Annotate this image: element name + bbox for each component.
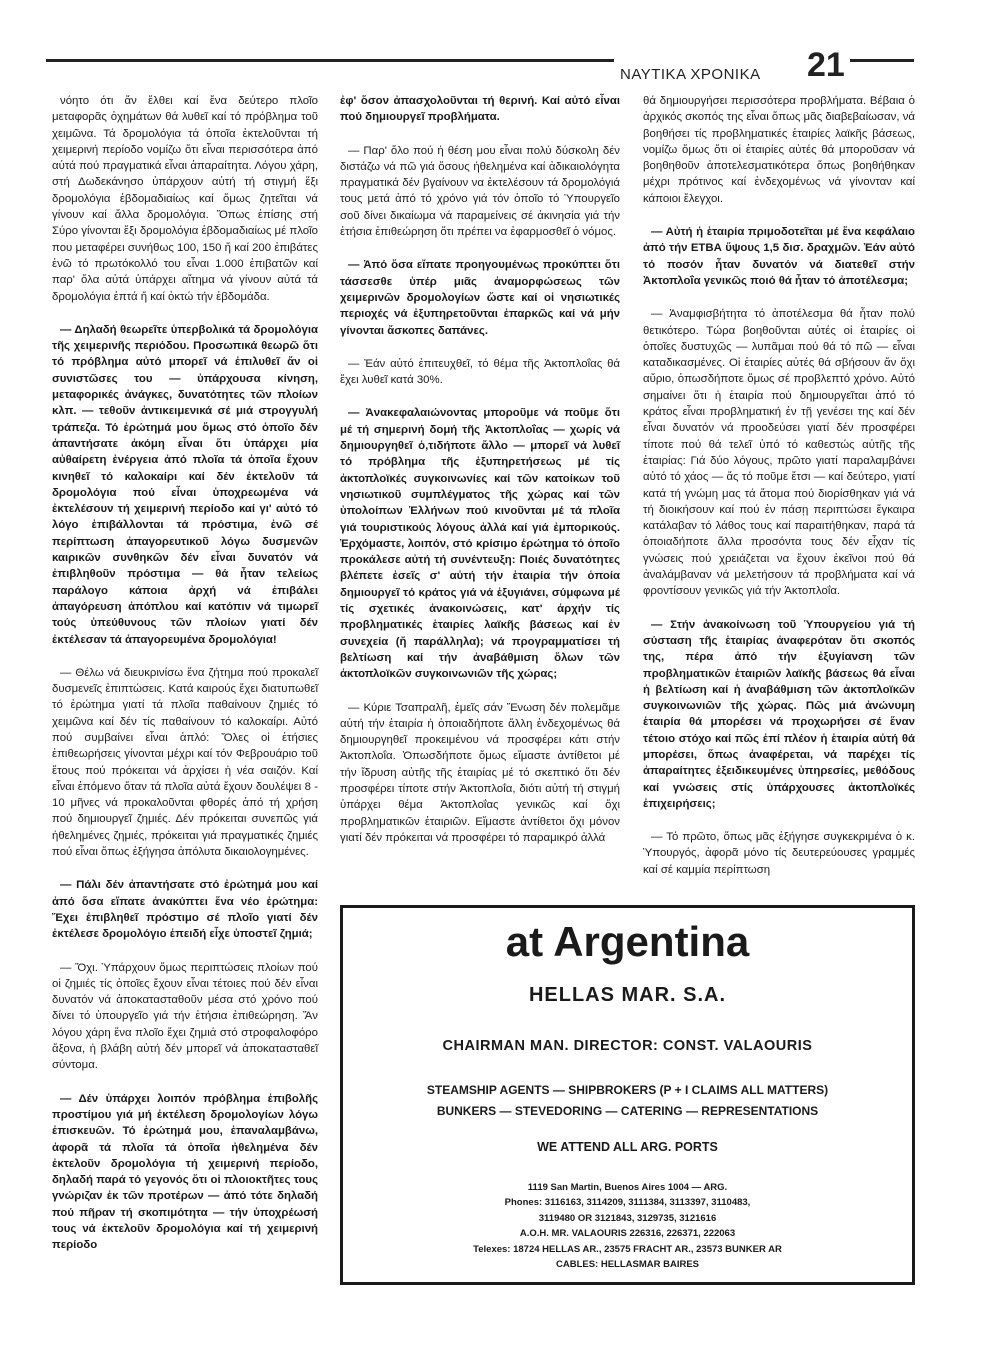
- text-column-3: [643, 93, 915, 895]
- ad-contact-cables: CABLES: HELLASMAR BAIRES: [555, 1259, 700, 1271]
- interview-question: — Αὐτή ἡ ἑταιρία πριμοδοτεῖται μέ ἕνα κεφάλαιο ἀπό τήν ΕΤΒΑ ὕψους 1,5 δισ. δραχμῶν. Ἐάν αὐτό τό ποσόν ἦταν δυνατόν νά διατεθεῖ στήν Ἀκτοπλοΐα γενικῶς ποιό θά ἦταν τό ἀποτέλεσμα;: [643, 226, 915, 287]
- ad-contact-phones-2: 3119480 OR 3121843, 3129735, 3121616: [538, 1212, 717, 1224]
- interview-question: — Πάλι δέν ἀπαντήσατε στό ἐρώτημά μου καί ἀπό ὅσα εἴπατε ἀνακύπτει ἕνα νέο ἐρώτημα: Ἔχει ἐπιβληθεῖ πρόστιμο σέ πλοῖο γιατί δέν ἐκτέλεσε δρομολόγιο ἐπειδή εἶχε ὑποστεῖ ζημιά;: [52, 879, 318, 941]
- interview-answer: — Ὄχι. Ὑπάρχουν ὅμως περιπτώσεις πλοίων πού οἱ ζημιές τίς ὁποῖες ἔχουν εἶναι τέτοιες πού δέν εἶναι δυνατόν νά ἀποκατασταθοῦν μέσα στό χρόνο πού δίνει τό ὑπουργεῖο γιά τήν ἐτήσια ἐπιθεώρηση. Ἄν λόγου χάρη ἕνα πλοῖο ἔχει ζημιά στό στροφαλοφόρο ἄξονα, ἡ βλάβη αὐτή δέν μπορεῖ νά ἀποκατασταθεῖ σύντομα.: [52, 961, 318, 1072]
- ad-services-line-1: STEAMSHIP AGENTS — SHIPBROKERS (P + I CLAIMS ALL MATTERS): [426, 1083, 829, 1097]
- text-column-1: [52, 93, 318, 1271]
- interview-question: — Ἀπό ὅσα εἴπατε προηγουμένως προκύπτει ὅτι τάσσεσθε ὑπέρ μιᾶς ἀναμορφώσεως τῶν χειμερινῶν δρομολογίων ὥστε καί οἱ νησιωτικές περιοχές νά ἐξυπηρετοῦνται ἐπαρκῶς καί νά μήν γίνονται ἄσκοπες δαπάνες.: [340, 259, 620, 337]
- interview-answer: θά δημιουργήσει περισσότερα προβλήματα. Βέβαια ὁ ἀρχικός σκοπός της εἶναι ὅπως μᾶς διαβεβαίωσαν, νά βοηθήσει τίς προβληματικές ἑταιρίες λαϊκῆς βάσεως, νομίζω ὅμως ὅτι οἱ ἑταιρίες αὐτές θά μποροῦσαν νά βοηθηθοῦν ἀποτελεσματικότερα ὅπως βοηθήθηκαν μέχρι πρότινος καί ἐνδεχομένως νά γίνονταν καί κάποιοι ἔλεγχοι.: [643, 95, 915, 205]
- ad-attend-ports: WE ATTEND ALL ARG. PORTS: [537, 1140, 718, 1154]
- ad-headline: at Argentina: [505, 918, 750, 965]
- interview-answer: — Τό πρῶτο, ὅπως μᾶς ἐξήγησε συγκεκριμένα ὁ κ. Ὑπουργός, ἀφορᾶ μόνο τίς δευτερεύουσες γραμμές καί σέ καμμία περίπτωση: [643, 831, 915, 876]
- ad-contact-telexes: Telexes: 18724 HELLAS AR., 23575 FRACHT AR., 23573 BUNKER AR: [473, 1243, 782, 1255]
- ad-contact-aoh: A.O.H. MR. VALAOURIS 226316, 226371, 222063: [519, 1228, 736, 1240]
- ad-chairman: CHAIRMAN MAN. DIRECTOR: CONST. VALAOURIS: [442, 1038, 813, 1054]
- ad-company-name: HELLAS MAR. S.A.: [528, 984, 727, 1006]
- magazine-title: ΝΑΥΤΙΚΑ ΧΡΟΝΙΚΑ: [620, 66, 761, 83]
- interview-answer: — Κύριε Τσαπραλῆ, ἐμεῖς σάν Ἔνωση δέν πολεμᾶμε αὐτή τήν ἑταιρία ἡ ὁποιαδήποτε ἄλλη ἐνδεχομένως θά δημιουργηθεῖ προκειμένου νά προσφέρει κάτι στήν Ἀκτοπλοΐα. Ὁπωσδήποτε ὅμως εἴμαστε ἀντίθετοι μέ τήν ἵδρυση αὐτῆς τῆς ἑταιρίας μέ τό σκεπτικό ὅτι δέν προσφέρει τίποτε στήν Ἀκτοπλοΐα, διότι αὐτή τή στιγμή ὑπάρχει θέμα Ἀκτοπλοΐας γενικῶς καί ὄχι προβληματικῶν ἑταιριῶν. Εἴμαστε ἀντίθετοι ὄχι μόνον γιατί δέν πρόκειται νά προσφέρει τό παραμικρό ἀλλά: [340, 701, 620, 844]
- ad-services-line-2: BUNKERS — STEVEDORING — CATERING — REPRESENTATIONS: [436, 1104, 819, 1118]
- text-column-2: [340, 93, 620, 863]
- interview-question: — Δέν ὑπάρχει λοιπόν πρόβλημα ἐπιβολῆς προστίμου γιά μή ἐκτέλεση δρομολογίων λόγω ἐπισκευῶν. Τό ἐρώτημά μου, ἐπαναλαμβάνω, ἀφορᾶ τά πλοῖα τά ὁποῖα ἠθελημένα δέν ἐκτελοῦν δρομολόγια τή χειμερινή περίοδο, δηλαδή παρά τό γεγονός ὅτι οἱ πλοιοκτῆτες τους γνώριζαν ἐκ τῶν προτέρων — ἀπό τότε δηλαδή πού πῆραν τή σκοπιμότητα — τήν ὑποχρέωσή τους νά ἐκτελοῦν δρομολόγια καί τή χειμερινή περίοδο: [52, 1092, 318, 1252]
- header-rule-right: [850, 59, 914, 62]
- ad-contact-block: [343, 1180, 912, 1272]
- ad-contact-phones-1: Phones: 3116163, 3114209, 3111384, 3113397, 3110483,: [504, 1197, 751, 1209]
- interview-answer: — Ἀναμφισβήτητα τό ἀποτέλεσμα θά ἦταν πολύ θετικότερο. Τώρα βοηθοῦνται αὐτές οἱ ἑταιρίες οἱ ὁποῖες δυστυχῶς — λυπᾶμαι πού θά τό πῶ — εἶναι καταδικασμένες. Οἱ ἑταιρίες αὐτές θά σβήσουν ἄν ὄχι αὔριο, ὁπωσδήποτε ὅμως σέ προβλεπτό χρόνο. Αὐτό σημαίνει ὅτι ἡ ἑταιρία πού δημιουργεῖται ἀπό τό κράτος εἶναι προβληματική ἐν τῇ γενέσει της καί δέν εἶναι δυνατόν νά προοδεύσει γιατί δέν προσφέρει τίποτε πού θά τελεῖ ὑπό τό καθεστώς αὐτῆς τῆς ἑταιρίας: Γιά δύο λόγους, πρῶτο γιατί παραλαμβάνει αὐτό τό χάος — ἄς τό ποῦμε ἔτσι — καί δεύτερο, γιατί κατά τή γνώμη μας τά ἄτομα πού διορίσθηκαν γιά νά τή διοικήσουν καί πού ἐν πάσῃ περιπτώσει ἔγκαιρα κατάλαβαν τό λάθος τους καί παραιτήθηκαν, παρά τά ὁποιαδήποτε ἄλλα προσόντα τους δέν εἶχαν τίς γνώσεις πού χρειάζεται να ἔχουν ἐκεῖνοι πού θά ἀναλάμβαναν νά μελετήσουν τά προβλήματα καί νά φροντίσουν γενικῶς γιά τήν Ἀκτοπλοΐα.: [643, 308, 915, 598]
- page-number: 21: [807, 46, 845, 84]
- interview-question: — Ἀνακεφαλαιώνοντας μποροῦμε νά ποῦμε ὅτι μέ τή σημερινή δομή τῆς Ἀκτοπλοΐας — χωρίς νά δημιουργηθεῖ ὁ,τιδήποτε ἄλλο — μπορεῖ νά λυθεῖ τό πρόβλημα τῆς ἐξυπηρετήσεως μέ τίς ἀκτοπλοϊκές συγκοινωνίες καί τῶν κατοίκων τοῦ νησιωτικοῦ συμπλέγματος τῆς χώρας καί τῶν ὑπολοίπων Ἑλλήνων πού κινοῦνται μέ τά πλοῖα γιά τουριστικούς λόγους ἀλλά καί γιά ἐμπορικούς. Ἐρχόμαστε, λοιπόν, στό κρίσιμο ἐρώτημα τό ὁποῖο προκάλεσε αὐτή τή συνέντευξη: Ποιές δυνατότητες βλέπετε ἐσεῖς σ' αὐτή τήν ἑταιρία τήν ὁποία δημιουργεῖ τό κράτος γιά νά ἐξυγιάνει, σύμφωνα μέ τίς σχετικές ἀνακοινώσεις, κατ' ἀρχήν τίς προβληματικές ἑταιρίες λαϊκῆς βάσεως καί ἐν συνεχεία (ἤ παράλληλα); νά προγραμματίσει τή βελτίωση καί τήν ἀναβάθμιση ὅλων τῶν ἀκτοπλοϊκῶν συγκοινωνιῶν τῆς χώρας;: [340, 407, 620, 681]
- interview-question: — Στήν ἀνακοίνωση τοῦ Ὑπουργείου γιά τή σύσταση τῆς ἑταιρίας ἀναφερόταν ὅτι σκοπός της, πέρα ἀπό τήν ἐξυγίανση τῶν προβληματικῶν ἑταιριῶν λαϊκῆς βάσεως θά εἶναι ἡ βελτίωση καί ἡ ἀναβάθμιση τῶν ἀκτοπλοϊκῶν συγκοινωνιῶν τῆς χώρας. Πῶς μιά ἀνώνυμη ἑταιρία θά μπορέσει νά προχωρήσει σέ ἕναν τέτοιο στόχο καί πῶς ἐπί πλέον ἡ ἑταιρία αὐτή θά μπορέσει, ὅπως ἀναφέρεται, νά παρέχει τίς ἀπαραίτητες ἐξειδικευμένες ὑπηρεσίες, μεθόδους καί γνώσεις στίς ὑπάρχουσες ἀκτοπλοϊκές ἐπιχειρήσεις;: [643, 618, 915, 810]
- ad-contact-address: 1119 San Martin, Buenos Aires 1004 — ARG.: [527, 1182, 728, 1193]
- header-rule-left: [46, 59, 614, 62]
- interview-question: ἐφ' ὅσον ἀπασχολοῦνται τή θερινή. Καί αὐτό εἶναι πού δημιουργεῖ προβλήματα.: [340, 95, 620, 124]
- interview-answer: — Θέλω νά διευκρινίσω ἕνα ζήτημα πού προκαλεῖ δυσμενεῖς ἐπιπτώσεις. Κατά καιρούς ἔχει διατυπωθεῖ τό ἐρώτημα γιατί τά πλοῖα παθαίνουν ζημιές τό χειμῶνα καί δέν τίς παθαίνουν τό καλοκαίρι. Αὐτό πού συμβαίνει εἶναι ἁπλό: Ὅλες οἱ ἐτήσιες ἐπιθεωρήσεις γίνονται μέχρι καί τόν Φεβρουάριο τοῦ ἔτους πού πρόκειται νά ἀρχίσει ἡ νέα σαιζόν. Καί εἶναι ἑπόμενο ὅταν τά πλοῖα αὐτά ἔχουν δουλέψει 8 - 10 μῆνες νά προκαλοῦνται φθορές ἀπό τή χρήση πού δημιουργεῖ ζημιές. Δέν πρόκειται συνεπῶς γιά ἠθελημένες ζημιές, πρόκειται γιά πραγματικές ζημιές πού εἶναι ὅπως ἐξήγησα ἀπόλυτα δικαιολογημένες.: [52, 666, 318, 859]
- interview-answer: — Ἐάν αὐτό ἐπιτευχθεῖ, τό θέμα τῆς Ἀκτοπλοΐας θά ἔχει λυθεῖ κατά 30%.: [340, 357, 620, 387]
- interview-answer: νόητο ότι ἄν ἔλθει καί ἕνα δεύτερο πλοῖο μεταφορᾶς ὀχημάτων θά λυθεῖ καί τό πρόβλημα τοῦ χειμῶνα. Τά δρομολόγια τά ὁποῖα ἐκτελοῦνται τή χειμερινή περίοδο νομίζω ὅτι εἶναι περισσότερα ἀπό αὐτά πού πραγματικά εἶναι ἀπαραίτητα. Λόγου χάρη, στή Δωδεκάνησο ὑπάρχουν αὐτή τή στιγμή ἕξι δρομολόγια ἑβδομαδιαίως καί ὅμως ζητεῖται νά γίνουν καί ἄλλα δρομολόγια. Ὅπως ἐπίσης στή Σύρο γίνονται ἕξι δρομολόγια ἑβδομαδιαίως μέ πλοῖο που μεταφέρει συνήθως 100, 150 ἤ καί 200 ἐπιβάτες ἐνῶ τό πρωτόκολλό του εἶναι 1.000 ἐπιβατῶν καί παρ' ὅλα αὐτά ὑπάρχει αἴτημα νά γίνουν αὐτά τά δρομολόγια ἑπτά ἤ καί ὀκτώ τήν ἑβδομάδα.: [52, 95, 318, 303]
- interview-answer: — Παρ' ὅλο πού ἡ θέση μου εἶναι πολύ δύσκολη δέν διστάζω νά πῶ γιά ὅσους ἠθελημένα καί ἀδικαιολόγητα πραγματικά δέν βγαίνουν να ἐκτελέσουν τά δρομολόγιά τους μετά ἀπό τό χρόνο γιά τόν ὁποῖο τό Ὑπουργεῖο σοῦ δίνει δικαίωμα νά παραμείνεις σέ ἀκινησία γιά τήν ἐτήσια ἐπιθεώρηση ὅτι πρέπει να ἐφαρμοσθεῖ ὁ νόμος.: [340, 144, 620, 239]
- interview-question: — Δηλαδή θεωρεῖτε ὑπερβολικά τά δρομολόγια τῆς χειμερινῆς περιόδου. Προσωπικά θεωρῶ ὅτι τό πρόβλημα αὐτό μπορεῖ νά ἐπιλυθεῖ ἄν οἱ συνιστῶσες του — ὑπάρχουσα κίνηση, μεταφορικές ἀνάγκες, δυνατότητες τῶν πλοίων κλπ. — τεθοῦν ἀντικειμενικά σέ μιά στρογγυλή τράπεζα. Τό ἐρώτημά μου ὅμως στό ὁποῖο δέν ἀπαντήσατε ἀκόμη εἶναι ὅτι ὑπάρχει μία αὐθαίρετη ἐνέργεια ἀπό πλοῖα τά ὁποῖα ἔχουν κινηθεῖ τό καλοκαίρι καί δέν ἐκτελοῦν τά δρομολόγια πού εἶναι ὑποχρεωμένα νά ἐκτελέσουν τή χειμερινή περίοδο καί γι' αὐτό τό λόγο ἐπιβάλλονται τά πρόστιμα, ἐνῶ σέ περίπτωση ἀπαγορευτικοῦ λόγω δυσμενῶν καιρικῶν συνθηκῶν δέν εἶναι δυνατόν νά ἐπιβληθοῦν πρόστιμα — θά ἦταν τελείως παράλογο κάποια ἀρχή νά ἐπιβάλει ἀπαγόρευση ἀπόπλου καί κατόπιν νά τιμωρεῖ τούς ὑπεύθυνους τῶν πλοίων γιατί δέν ἐκτέλεσαν τά ἀπαγορευμένα δρομολόγια!: [52, 323, 318, 646]
- advertisement-box: [340, 905, 915, 1285]
